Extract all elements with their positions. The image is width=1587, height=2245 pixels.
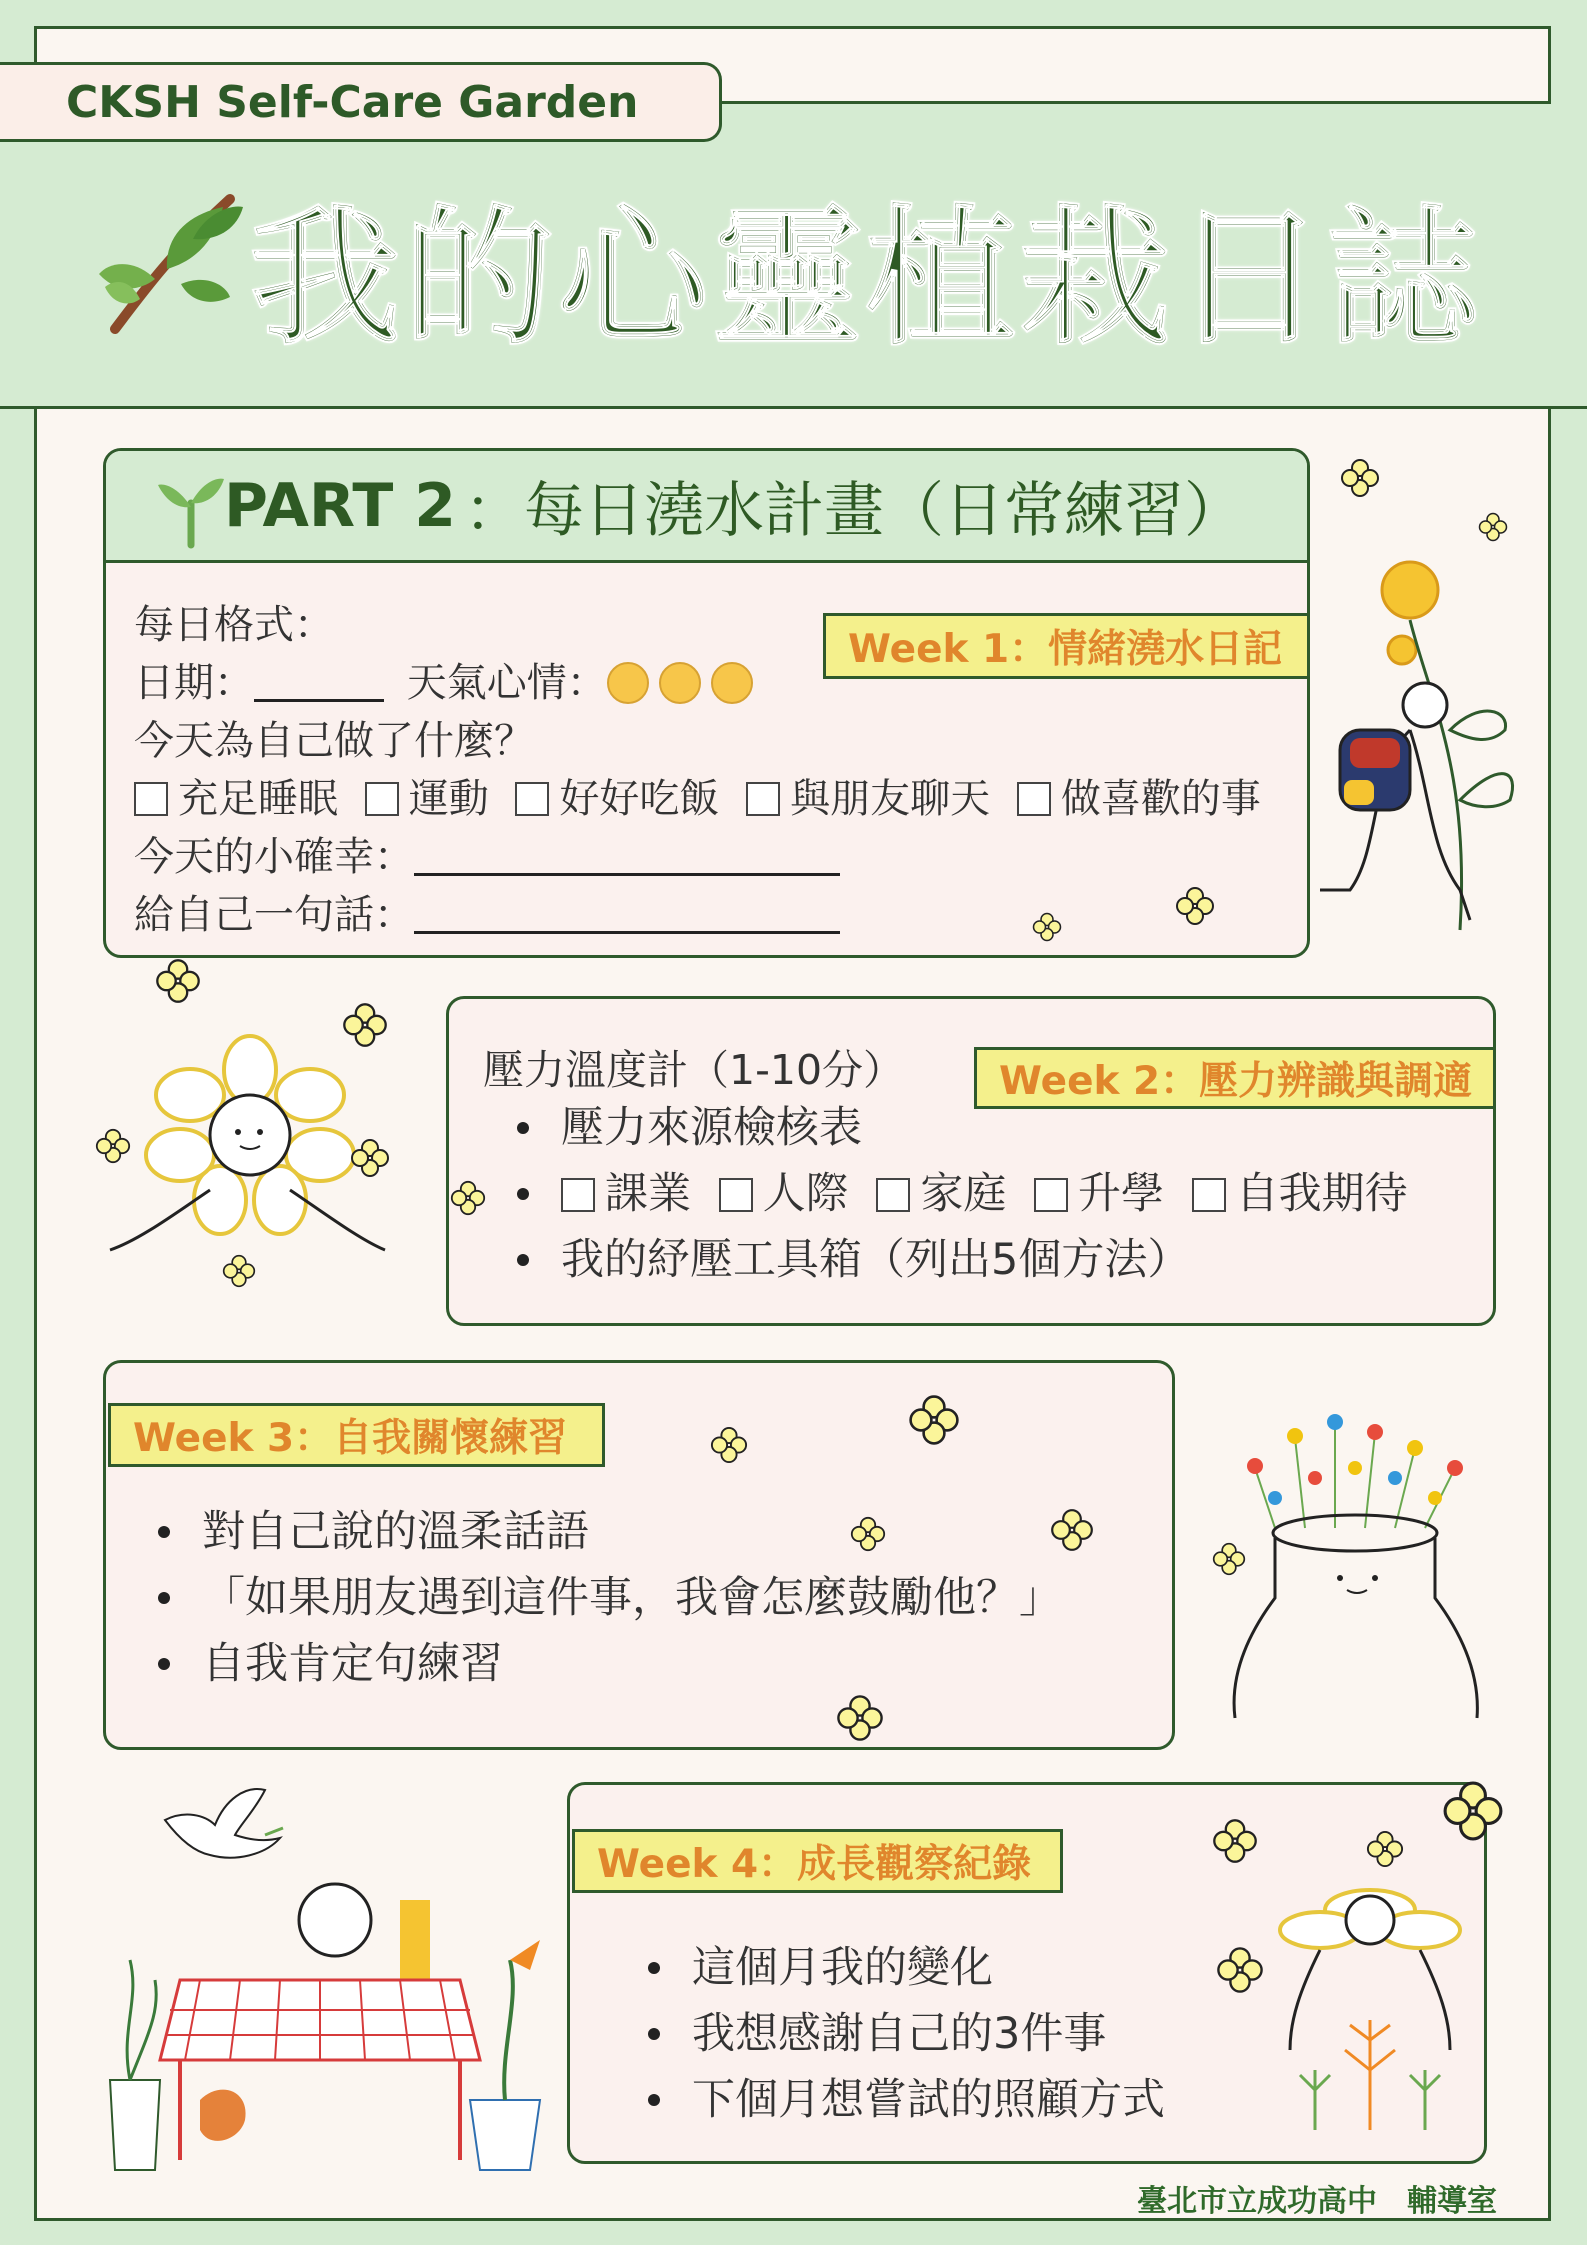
clover-icon bbox=[155, 958, 201, 1004]
clover-icon bbox=[95, 1128, 131, 1164]
checkbox[interactable] bbox=[1017, 782, 1051, 816]
source-family: 家庭 bbox=[920, 1169, 1007, 1219]
list-item: 對自己說的溫柔話語 bbox=[152, 1499, 1062, 1565]
words-row bbox=[134, 883, 840, 940]
checkbox[interactable] bbox=[134, 782, 168, 816]
sad-emoji-icon[interactable] bbox=[711, 662, 753, 704]
branch-icon bbox=[95, 179, 245, 339]
checkbox[interactable] bbox=[1034, 1178, 1068, 1212]
dove-illustration bbox=[155, 1780, 285, 1870]
options-row bbox=[134, 767, 1261, 824]
clover-icon bbox=[710, 1426, 748, 1464]
neutral-emoji-icon[interactable] bbox=[659, 662, 701, 704]
list-item: 我想感謝自己的3件事 bbox=[642, 2001, 1165, 2067]
option-exercise: 運動 bbox=[408, 776, 489, 822]
list-item: 壓力來源檢核表 bbox=[511, 1095, 1408, 1161]
week3-list bbox=[152, 1499, 1062, 1697]
clover-icon bbox=[1366, 1830, 1404, 1868]
date-row bbox=[134, 651, 763, 708]
clover-icon bbox=[350, 1138, 390, 1178]
checkbox[interactable] bbox=[515, 782, 549, 816]
smile-emoji-icon[interactable] bbox=[607, 662, 649, 704]
page-title: 我的心靈植栽日誌 bbox=[250, 192, 1483, 366]
week2-list bbox=[511, 1095, 1408, 1293]
week1-card bbox=[103, 448, 1310, 958]
clover-icon bbox=[1442, 1780, 1504, 1842]
checkbox[interactable] bbox=[365, 782, 399, 816]
clover-icon bbox=[850, 1516, 886, 1552]
thermometer: 壓力溫度計（1-10分） bbox=[483, 1046, 905, 1094]
week3-tag: Week 3：自我關懷練習 bbox=[108, 1403, 605, 1467]
option-eat: 好好吃飯 bbox=[559, 776, 720, 822]
footer-credit: 臺北市立成功高中 輔導室 bbox=[1137, 2184, 1497, 2219]
source-exam: 升學 bbox=[1078, 1169, 1165, 1219]
clover-icon bbox=[1032, 912, 1062, 942]
source-social: 人際 bbox=[762, 1169, 849, 1219]
brand-label: CKSH Self-Care Garden bbox=[0, 62, 722, 142]
words-blank[interactable] bbox=[414, 900, 840, 934]
option-sleep: 充足睡眠 bbox=[178, 776, 338, 822]
list-item: 自我肯定句練習 bbox=[152, 1631, 1062, 1697]
question: 今天為自己做了什麼？ bbox=[134, 718, 534, 764]
part-number: PART 2 bbox=[224, 470, 456, 541]
clover-icon bbox=[342, 1002, 388, 1048]
clover-icon bbox=[1050, 1508, 1094, 1552]
list-item: 這個月我的變化 bbox=[642, 1935, 1165, 2001]
list-item bbox=[511, 1161, 1408, 1227]
list-item: 我的紓壓工具箱（列出5個方法） bbox=[511, 1227, 1408, 1293]
week4-list bbox=[642, 1935, 1165, 2133]
part-header bbox=[106, 451, 1307, 563]
week1-tag: Week 1：情緒澆水日記 bbox=[823, 613, 1310, 679]
checkbox[interactable] bbox=[561, 1178, 595, 1212]
walking-person-illustration bbox=[1310, 550, 1550, 950]
checkbox[interactable] bbox=[719, 1178, 753, 1212]
option-chat: 與朋友聊天 bbox=[790, 776, 991, 822]
clover-icon bbox=[836, 1694, 884, 1742]
week3-card bbox=[103, 1360, 1175, 1750]
clover-icon bbox=[450, 1180, 486, 1216]
checkbox[interactable] bbox=[746, 782, 780, 816]
title-area bbox=[0, 165, 1587, 365]
words-label: 給自己一句話： bbox=[134, 892, 414, 938]
source-school: 課業 bbox=[605, 1169, 691, 1219]
clover-icon bbox=[1212, 1818, 1258, 1864]
sprout-icon bbox=[158, 473, 224, 545]
clover-icon bbox=[222, 1254, 256, 1288]
flower-pot-head-illustration bbox=[1215, 1408, 1495, 1728]
clover-icon bbox=[1340, 458, 1380, 498]
date-blank[interactable] bbox=[254, 668, 384, 702]
checkbox[interactable] bbox=[876, 1178, 910, 1212]
source-self: 自我期待 bbox=[1235, 1169, 1408, 1219]
sprout-person-illustration bbox=[1270, 1890, 1470, 2130]
date-label: 日期： bbox=[134, 660, 254, 706]
week2-card bbox=[446, 996, 1496, 1326]
clover-icon bbox=[1478, 512, 1508, 542]
format-label: 每日格式： bbox=[134, 602, 334, 648]
picnic-table-illustration bbox=[100, 1880, 560, 2180]
weather-label: 天氣心情： bbox=[406, 660, 607, 706]
week2-tag: Week 2：壓力辨識與調適 bbox=[974, 1047, 1496, 1109]
happiness-blank[interactable] bbox=[414, 842, 840, 876]
option-hobby: 做喜歡的事 bbox=[1060, 776, 1261, 822]
happiness-row bbox=[134, 825, 840, 882]
divider bbox=[722, 101, 1551, 104]
list-item: 「如果朋友遇到這件事，我會怎麼鼓勵他？」 bbox=[152, 1565, 1062, 1631]
checkbox[interactable] bbox=[1192, 1178, 1226, 1212]
happiness-label: 今天的小確幸： bbox=[134, 834, 414, 880]
week4-tag: Week 4：成長觀察紀錄 bbox=[572, 1829, 1063, 1893]
clover-icon bbox=[1175, 886, 1215, 926]
clover-icon bbox=[908, 1394, 960, 1446]
list-item: 下個月想嘗試的照顧方式 bbox=[642, 2067, 1165, 2133]
clover-icon bbox=[1212, 1542, 1246, 1576]
clover-icon bbox=[1216, 1946, 1264, 1994]
part-title: ：每日澆水計畫（日常練習） bbox=[463, 475, 1244, 546]
